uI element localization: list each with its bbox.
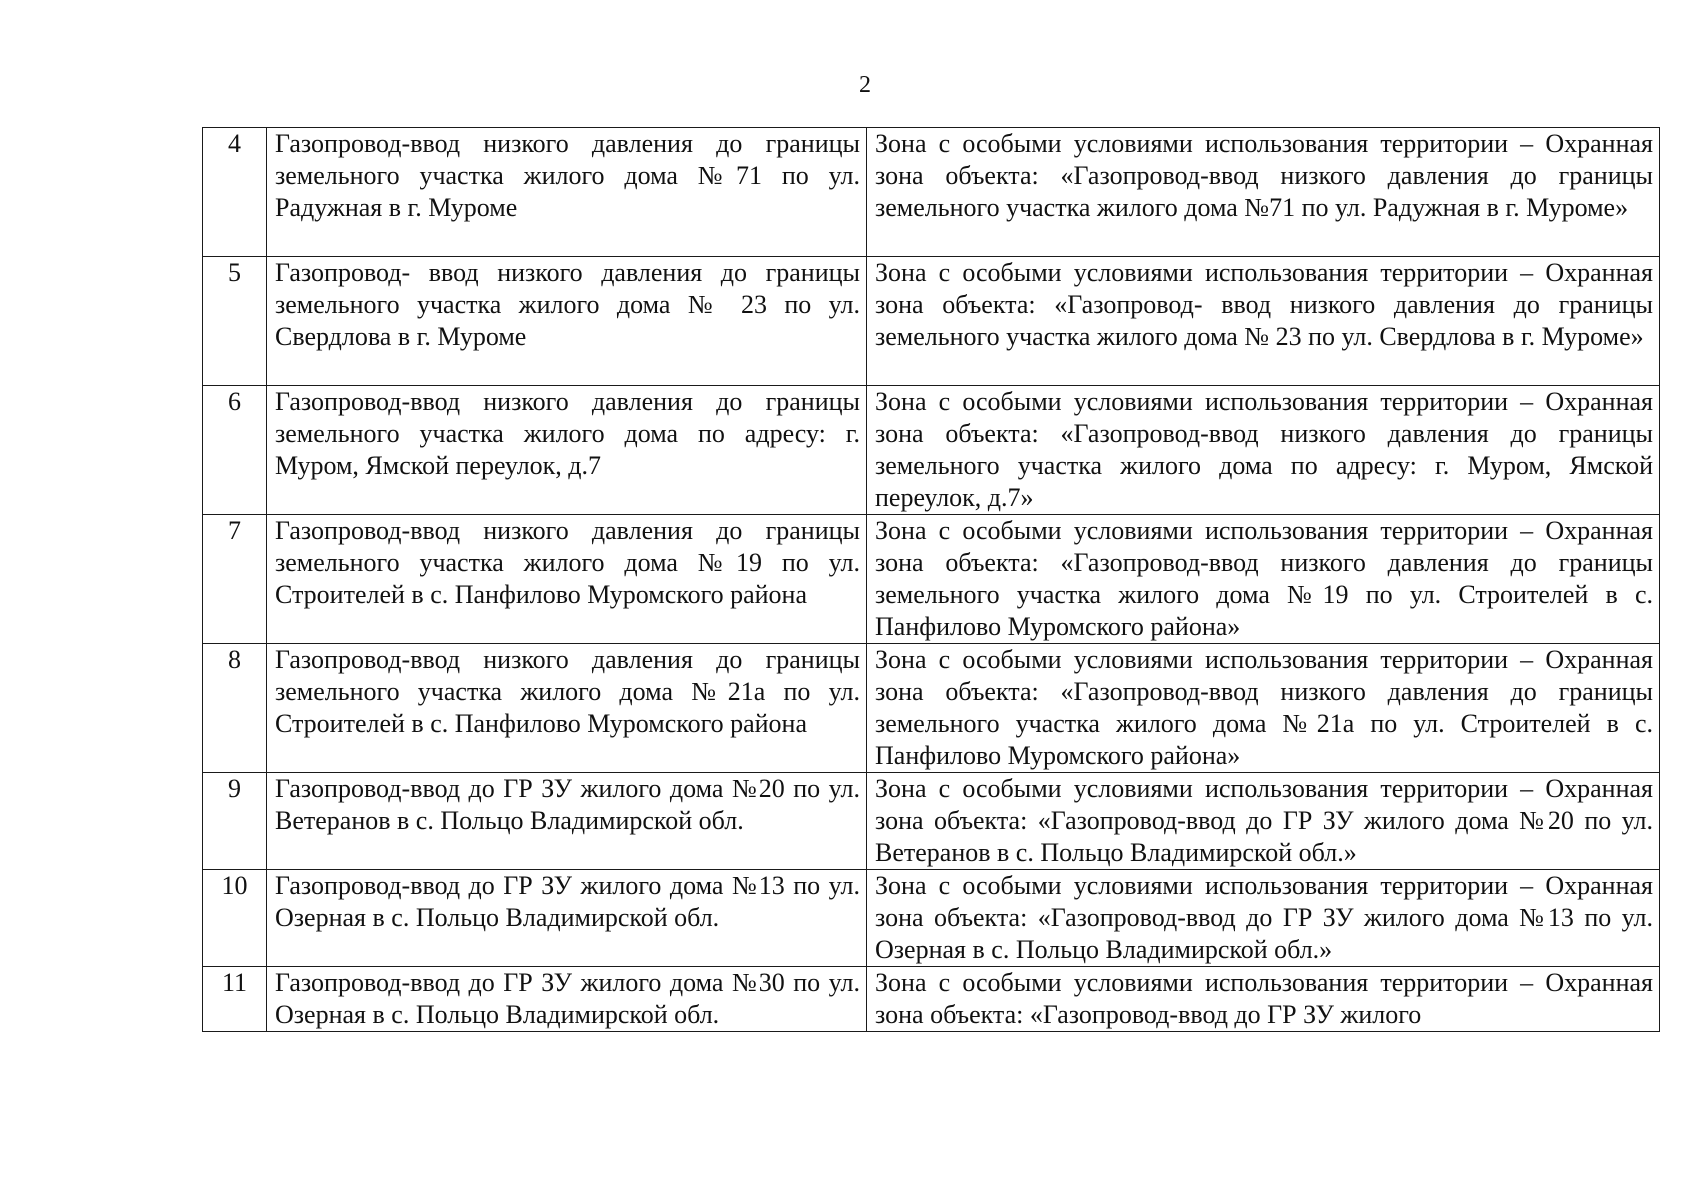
zone-description-cell: Зона с особыми условиями использования территории – Охранная зона объекта: «Газопровод-ввод до ГР ЗУ жилого <box>867 967 1660 1032</box>
zone-description-cell: Зона с особыми условиями использования территории – Охранная зона объекта: «Газопровод-ввод до ГР ЗУ жилого дома №13 по ул. Озерная в с. Польцо Владимирской обл.» <box>867 870 1660 967</box>
object-name-cell: Газопровод-ввод до ГР ЗУ жилого дома №13 по ул. Озерная в с. Польцо Владимирской обл. <box>267 870 867 967</box>
zones-table <box>202 127 1660 1032</box>
table-row <box>203 386 1660 515</box>
row-number: 10 <box>203 870 267 967</box>
table-row <box>203 967 1660 1032</box>
table-row <box>203 644 1660 773</box>
object-name-cell: Газопровод-ввод низкого давления до границы земельного участка жилого дома №19 по ул. Строителей в с. Панфилово Муромского района <box>267 515 867 644</box>
row-number: 8 <box>203 644 267 773</box>
zone-description-cell: Зона с особыми условиями использования территории – Охранная зона объекта: «Газопровод-ввод до ГР ЗУ жилого дома №20 по ул. Ветеранов в с. Польцо Владимирской обл.» <box>867 773 1660 870</box>
zone-description-cell: Зона с особыми условиями использования территории – Охранная зона объекта: «Газопровод- ввод низкого давления до границы земельного участка жилого дома № 23 по ул. Свердлова в г. Муроме» <box>867 257 1660 386</box>
row-number: 11 <box>203 967 267 1032</box>
row-number: 6 <box>203 386 267 515</box>
table-row <box>203 128 1660 257</box>
table-row <box>203 773 1660 870</box>
object-name-cell: Газопровод-ввод низкого давления до границы земельного участка жилого дома №71 по ул. Радужная в г. Муроме <box>267 128 867 257</box>
row-number: 5 <box>203 257 267 386</box>
table-row <box>203 515 1660 644</box>
object-name-cell: Газопровод- ввод низкого давления до границы земельного участка жилого дома № 23 по ул. Свердлова в г. Муроме <box>267 257 867 386</box>
page-number: 2 <box>859 72 871 98</box>
zone-description-cell: Зона с особыми условиями использования территории – Охранная зона объекта: «Газопровод-ввод низкого давления до границы земельного участка жилого дома №21а по ул. Строителей в с. Панфилово Муромского района» <box>867 644 1660 773</box>
zone-description-cell: Зона с особыми условиями использования территории – Охранная зона объекта: «Газопровод-ввод низкого давления до границы земельного участка жилого дома по адресу: г. Муром, Ямской переулок, д.7» <box>867 386 1660 515</box>
table-row <box>203 257 1660 386</box>
zone-description-cell: Зона с особыми условиями использования территории – Охранная зона объекта: «Газопровод-ввод низкого давления до границы земельного участка жилого дома №71 по ул. Радужная в г. Муроме» <box>867 128 1660 257</box>
row-number: 9 <box>203 773 267 870</box>
object-name-cell: Газопровод-ввод низкого давления до границы земельного участка жилого дома №21а по ул. Строителей в с. Панфилово Муромского района <box>267 644 867 773</box>
object-name-cell: Газопровод-ввод до ГР ЗУ жилого дома №20 по ул. Ветеранов в с. Польцо Владимирской обл. <box>267 773 867 870</box>
row-number: 7 <box>203 515 267 644</box>
zone-description-cell: Зона с особыми условиями использования территории – Охранная зона объекта: «Газопровод-ввод низкого давления до границы земельного участка жилого дома №19 по ул. Строителей в с. Панфилово Муромского района» <box>867 515 1660 644</box>
object-name-cell: Газопровод-ввод низкого давления до границы земельного участка жилого дома по адресу: г. Муром, Ямской переулок, д.7 <box>267 386 867 515</box>
row-number: 4 <box>203 128 267 257</box>
object-name-cell: Газопровод-ввод до ГР ЗУ жилого дома №30 по ул. Озерная в с. Польцо Владимирской обл. <box>267 967 867 1032</box>
table-row <box>203 870 1660 967</box>
